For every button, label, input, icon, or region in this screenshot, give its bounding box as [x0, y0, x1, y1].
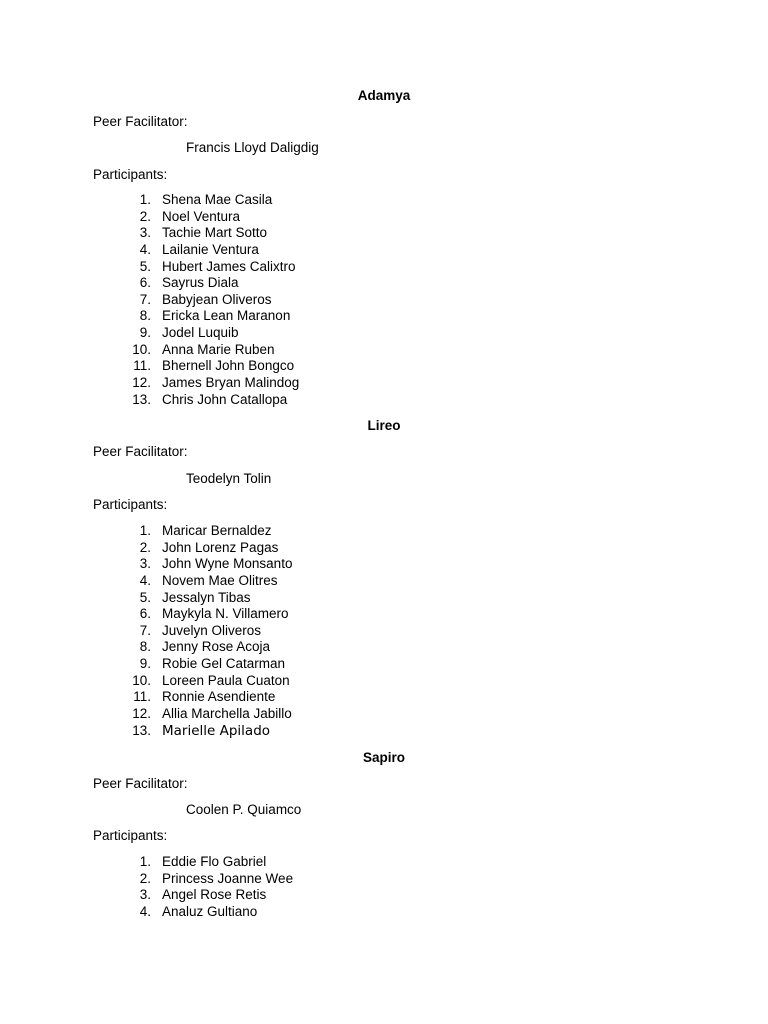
participant-number: 4. — [139, 241, 151, 257]
participant-number: 9. — [139, 656, 151, 672]
participant-name: Sayrus Diala — [162, 275, 239, 291]
peer-facilitator-name: Coolen P. Quiamco — [186, 802, 302, 817]
participant-number: 6. — [139, 606, 151, 622]
participant-name: Loreen Paula Cuaton — [162, 672, 290, 688]
peer-facilitator-label: Peer Facilitator: — [93, 776, 188, 791]
participant-name: Tachie Mart Sotto — [162, 225, 268, 241]
peer-facilitator-name: Francis Lloyd Daligdig — [186, 140, 319, 155]
participant-number: 3. — [139, 887, 151, 903]
participant-name: John Wyne Monsanto — [162, 556, 293, 572]
participant-name: Jenny Rose Acoja — [162, 639, 271, 655]
peer-facilitator-label: Peer Facilitator: — [93, 444, 188, 459]
participant-number: 4. — [139, 903, 151, 919]
participant-name: Jessalyn Tibas — [162, 589, 251, 605]
participant-name: Anna Marie Ruben — [162, 341, 275, 357]
group-title: Sapiro — [362, 750, 405, 765]
participants-label: Participants: — [93, 497, 168, 512]
peer-facilitator-name: Teodelyn Tolin — [186, 471, 272, 486]
peer-facilitator-label: Peer Facilitator: — [93, 114, 188, 129]
participant-number: 2. — [139, 539, 151, 555]
participant-number: 13. — [132, 391, 151, 407]
participant-number: 8. — [139, 639, 151, 655]
participant-name: Ronnie Asendiente — [162, 689, 276, 705]
participant-name: Angel Rose Retis — [162, 887, 267, 903]
participant-name: Maricar Bernaldez — [162, 523, 272, 538]
participant-number: 6. — [139, 275, 151, 291]
participant-name: Princess Joanne Wee — [162, 870, 294, 886]
participant-name: James Bryan Malindog — [162, 375, 300, 391]
participant-name: Babyjean Oliveros — [162, 291, 272, 307]
participant-name: Ericka Lean Maranon — [162, 308, 291, 324]
participant-number: 3. — [139, 225, 151, 241]
participant-name: Allia Marchella Jabillo — [162, 706, 292, 722]
participant-name: Bhernell John Bongco — [162, 358, 295, 374]
participant-number: 8. — [139, 308, 151, 324]
participant-number: 2. — [139, 870, 151, 886]
participant-name: Shena Mae Casila — [162, 192, 273, 207]
participant-name: Analuz Gultiano — [162, 903, 258, 919]
participant-name: Marielle Apilado — [162, 722, 271, 739]
participant-number: 5. — [139, 258, 151, 274]
participant-number: 12. — [132, 706, 151, 722]
participant-name: John Lorenz Pagas — [162, 539, 279, 555]
participant-number: 1. — [139, 854, 151, 869]
participant-name: Juvelyn Oliveros — [162, 622, 262, 638]
participant-number: 3. — [139, 556, 151, 572]
group-title: Adamya — [357, 88, 411, 103]
participant-number: 4. — [139, 572, 151, 588]
participant-number: 12. — [132, 375, 151, 391]
group-title: Lireo — [367, 418, 401, 433]
participant-name: Lailanie Ventura — [162, 241, 259, 257]
participant-number: 1. — [139, 523, 151, 538]
participant-number: 11. — [133, 358, 151, 374]
participant-name: Hubert James Calixtro — [162, 258, 296, 274]
participant-number: 10. — [132, 341, 151, 357]
participant-name: Robie Gel Catarman — [162, 656, 286, 672]
participant-number: 2. — [139, 208, 151, 224]
participant-number: 11. — [133, 689, 151, 705]
participant-name: Eddie Flo Gabriel — [162, 854, 267, 869]
participant-number: 1. — [139, 192, 151, 207]
participant-name: Chris John Catallopa — [162, 391, 288, 407]
participant-name: Noel Ventura — [162, 208, 241, 224]
participant-number: 13. — [132, 722, 151, 738]
participant-number: 9. — [139, 325, 151, 341]
participant-name: Maykyla N. Villamero — [162, 606, 289, 622]
participant-name: Jodel Luquib — [162, 325, 239, 341]
participant-number: 10. — [132, 672, 151, 688]
participant-name: Novem Mae Olitres — [162, 572, 278, 588]
participant-number: 5. — [139, 589, 151, 605]
participants-label: Participants: — [93, 167, 168, 182]
participant-number: 7. — [139, 291, 151, 307]
participants-label: Participants: — [93, 828, 168, 843]
participant-number: 7. — [139, 622, 151, 638]
